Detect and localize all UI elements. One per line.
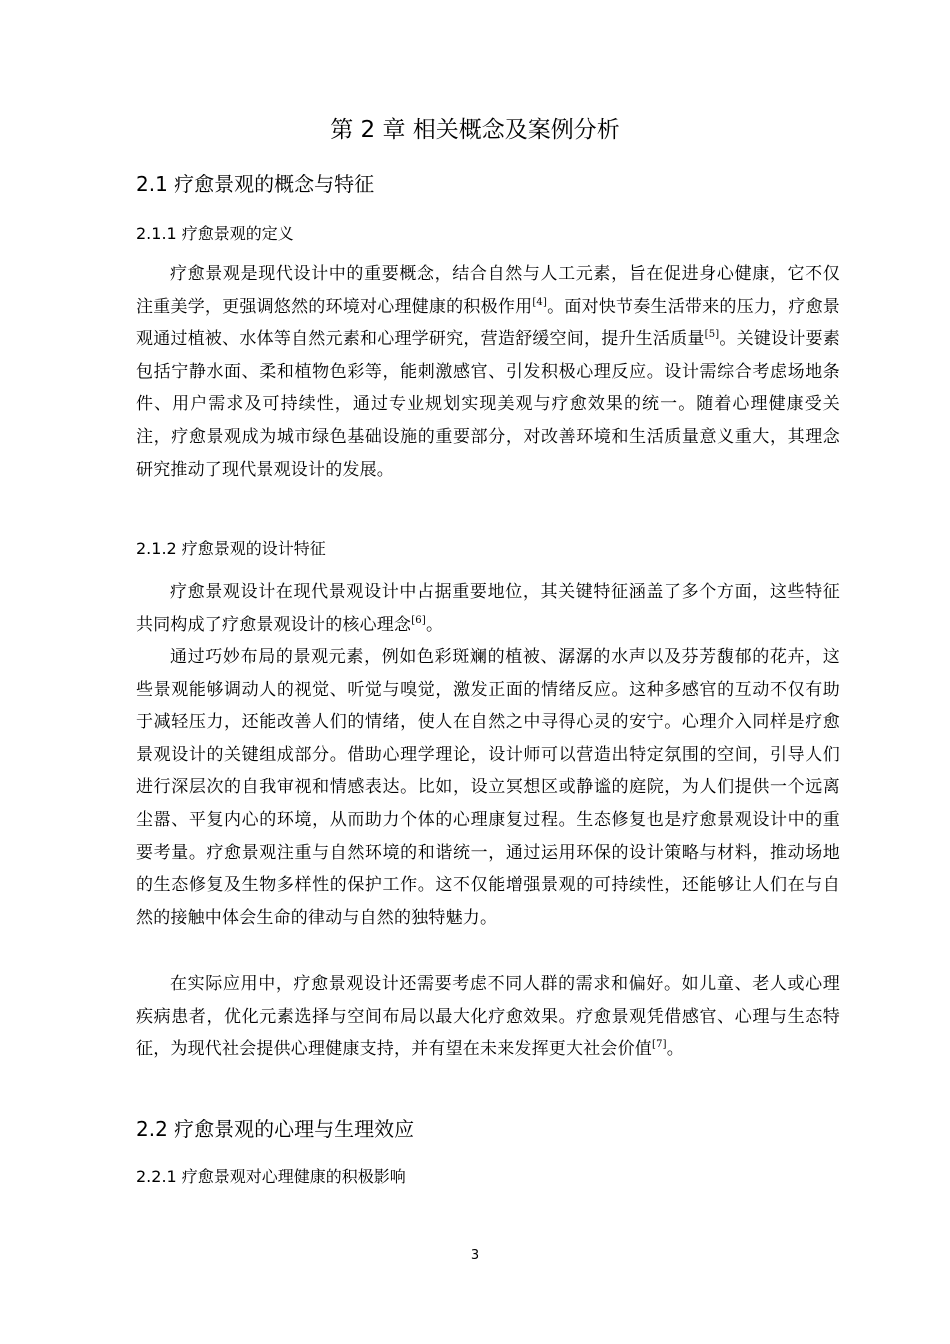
paragraph: [136, 968, 840, 1066]
paragraph: [136, 641, 840, 934]
subsection-heading-2-2-1: 2.2.1 疗愈景观对心理健康的积极影响: [136, 1167, 406, 1186]
paragraph: [136, 576, 840, 641]
subsection-heading-2-1-1: 2.1.1 疗愈景观的定义: [136, 224, 294, 243]
paragraph-text: 疗愈景观设计在现代景观设计中占据重要地位，其关键特征涵盖了多个方面，这些特征共同构成了疗愈景观设计的核心理念: [136, 582, 840, 635]
subsection-heading-2-1-2: 2.1.2 疗愈景观的设计特征: [136, 539, 326, 558]
section-heading-2-1: 2.1 疗愈景观的概念与特征: [136, 172, 375, 196]
paragraph-text: 在实际应用中，疗愈景观设计还需要考虑不同人群的需求和偏好。如儿童、老人或心理疾病患者，优化元素选择与空间布局以最大化疗愈效果。疗愈景观凭借感官、心理与生态特征，为现代社会提供心理健康支持，并有望在未来发挥更大社会价值: [136, 974, 840, 1060]
paragraph-text: 通过巧妙布局的景观元素，例如色彩斑斓的植被、潺潺的水声以及芬芳馥郁的花卉，这些景观能够调动人的视觉、听觉与嗅觉，激发正面的情绪反应。这种多感官的互动不仅有助于减轻压力，还能改善人们的情绪，使人在自然之中寻得心灵的安宁。心理介入同样是疗愈景观设计的关键组成部分。借助心理学理论，设计师可以营造出特定氛围的空间，引导人们进行深层次的自我审视和情感表达。比如，设立冥想区或静谧的庭院，为人们提供一个远离尘嚣、平复内心的环境，从而助力个体的心理康复过程。生态修复也是疗愈景观设计中的重要考量。疗愈景观注重与自然环境的和谐统一，通过运用环保的设计策略与材料，推动场地的生态修复及生物多样性的保护工作。这不仅能增强景观的可持续性，还能够让人们在与自然的接触中体会生命的律动与自然的独特魅力。: [136, 647, 840, 928]
paragraph-text: 。关键设计要素包括宁静水面、柔和植物色彩等，能刺激感官、引发积极心理反应。设计需综合考虑场地条件、用户需求及可持续性，通过专业规划实现美观与疗愈效果的统一。随着心理健康受关注，疗愈景观成为城市绿色基础设施的重要部分，对改善环境和生活质量意义重大，其理念研究推动了现代景观设计的发展。: [136, 329, 840, 480]
paragraph-text: 。: [666, 1039, 684, 1060]
page-number: 3: [470, 1248, 480, 1263]
paragraph-text: 。: [425, 614, 444, 635]
chapter-title: 第 2 章 相关概念及案例分析: [330, 117, 620, 143]
citation: [4]: [532, 296, 548, 308]
citation: [5]: [704, 329, 720, 341]
section-heading-2-2: 2.2 疗愈景观的心理与生理效应: [136, 1117, 415, 1141]
paragraph-text: 疗愈景观是现代设计中的重要概念，结合自然与人工元素，旨在促进身心健康，它不仅注重美学，更强调悠然的环境对心理健康的积极作用: [136, 264, 840, 317]
paragraph-text: 。面对快节奏生活带来的压力，疗愈景观通过植被、水体等自然元素和心理学研究，营造舒缓空间，提升生活质量: [136, 296, 840, 350]
citation: [7]: [652, 1039, 667, 1051]
citation: [6]: [411, 614, 426, 626]
paragraph: [136, 258, 840, 486]
